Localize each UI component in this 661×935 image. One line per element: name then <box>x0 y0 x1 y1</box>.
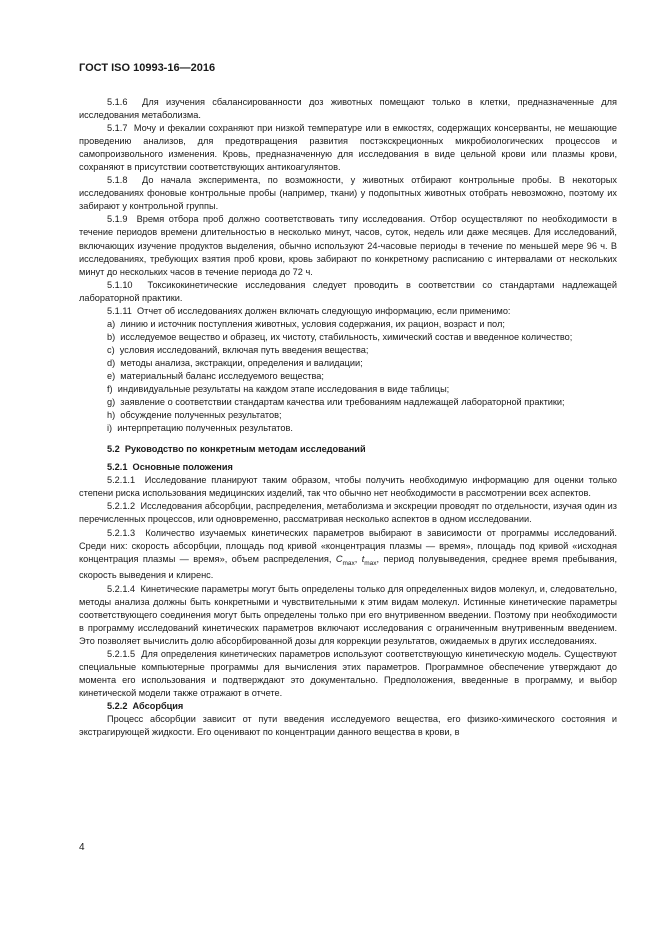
paragraph-5-1-11: 5.1.11 Отчет об исследованиях должен включать следующую информацию, если применимо: <box>107 305 511 316</box>
paragraph-5-2-1-3: 5.2.1.3 Количество изучаемых кинетических параметров выбирают в зависимости от программы исследований. Среди них: скорость абсорбции, площадь под кривой «концентрация плазмы — время», площадь под кривой «исходная концентрация плазмы — время», объем распределения, $C_{max}$, $t_{max}$, период полувыведения, среднее время пребывания, скорость выведения и клиренс. <box>79 527 618 581</box>
list-item: e) материальный баланс исследуемого вещества; <box>107 370 324 381</box>
paragraph-5-2-1-1: 5.2.1.1 Исследование планируют таким образом, чтобы получить необходимую информацию для оценки только степени риска использования медицинских изделий, так что обычно нет необходимости в рассмотрении всех аспектов. <box>79 475 618 499</box>
cmax-symbol: C <box>335 553 343 564</box>
paragraph-5-1-10: 5.1.10 Токсикокинетические исследования следует проводить в соответствии со стандартами надлежащей лабораторной практики. <box>79 279 617 303</box>
paragraph-5-2-2: Процесс абсорбции зависит от пути введения исследуемого вещества, его физико-химического состояния и экстрагирующей жидкости. Его оценивают по концентрации данного вещества в крови, в <box>79 713 617 738</box>
list-item: c) условия исследований, включая путь введения вещества; <box>107 344 369 355</box>
paragraph-5-1-7: 5.1.7 Мочу и фекалии сохраняют при низкой температуре или в емкостях, содержащих консерванты, не мешающие проведению анализов, для предотвращения развития постэкскреционных микробиологических процессов и самопроизвольного изменения. Кровь, предназначенную для исследования в виде цельной крови или плазмы крови, сохраняют в присутствии соответствующих антикоагулянтов. <box>79 123 617 173</box>
list-item: f) индивидуальные результаты на каждом этапе исследования в виде таблицы; <box>107 384 450 395</box>
section-heading-5-2-1: 5.2.1 Основные положения <box>107 462 233 473</box>
page-body <box>79 96 617 739</box>
list-item: i) интерпретацию полученных результатов. <box>107 423 293 434</box>
paragraph-5-1-9: 5.1.9 Время отбора проб должно соответствовать типу исследования. Отбор осуществляют по необходимости в течение периодов времени длительностью в несколько минут, часов, суток, недель или даже месяцев. Для исследований, включающих изучение продуктов выделения, обычно используют 24-часовые периоды в течение по меньшей мере 96 ч. В исследованиях, требующих взятия проб крови, кровь забирают по конкретному расписанию с интервалами от нескольких минут до нескольких часов в течение периода до 72 ч. <box>79 214 617 277</box>
list-item: b) исследуемое вещество и образец, их чистоту, стабильность, химический состав и введенное количество; <box>107 331 573 342</box>
paragraph-5-1-6: 5.1.6 Для изучения сбалансированности доз животных помещают только в клетки, предназначенные для исследования метаболизма. <box>79 97 617 121</box>
page-number: 4 <box>79 842 85 853</box>
list-item: g) заявление о соответствии стандартам качества или требованиям надлежащей лабораторной практики; <box>107 397 565 408</box>
paragraph-5-1-8: 5.1.8 До начала эксперимента, по возможности, у животных отбирают контрольные пробы. В некоторых исследованиях фоновые контрольные пробы (например, ткани) у подопытных животных отобрать невозможно, поэтому их забирают у контрольной группы. <box>79 175 617 212</box>
section-heading-5-2: 5.2 Руководство по конкретным методам исследований <box>107 444 366 455</box>
tmax-symbol: t <box>361 553 365 564</box>
document-header: ГОСТ ISO 10993-16—2016 <box>79 62 216 74</box>
paragraph-5-2-1-4: 5.2.1.4 Кинетические параметры могут быть определены только для определенных видов молекул, и, следовательно, методы анализа должны быть конкретными и чувствительными к этим видам молекул. Истинные кинетические параметры соответствующего соединения могут быть определены только при его внутривенном введении. Поэтому при необходимости в программу исследований кинетических параметров включают исследования с ограниченным внутривенным введением. Это позволяет вычислить долю абсорбированной дозы для коррекции результатов, ожидаемых в других исследованиях. <box>79 583 617 646</box>
list-item: a) линию и источник поступления животных, условия содержания, их рацион, возраст и пол; <box>107 318 505 329</box>
list-item: h) обсуждение полученных результатов; <box>107 410 282 421</box>
list-item: d) методы анализа, экстракции, определения и валидации; <box>107 357 363 368</box>
section-heading-5-2-2: 5.2.2 Абсорбция <box>107 700 184 711</box>
paragraph-5-2-1-2: 5.2.1.2 Исследования абсорбции, распределения, метаболизма и экскреции проводят по отдельности, изучая один из перечисленных процессов, или одновременно, рассматривая несколько аспектов в одном исследовании. <box>79 501 617 525</box>
paragraph-5-2-1-5: 5.2.1.5 Для определения кинетических параметров используют соответствующую кинетическую модель. Существуют специальные компьютерные программы для вычисления этих параметров. Программное обеспечение утверждают до момента его использования и подтверждают это документально. Предположения, введенные в программу, и выбор кинетической модели также отражают в отчете. <box>79 648 617 698</box>
